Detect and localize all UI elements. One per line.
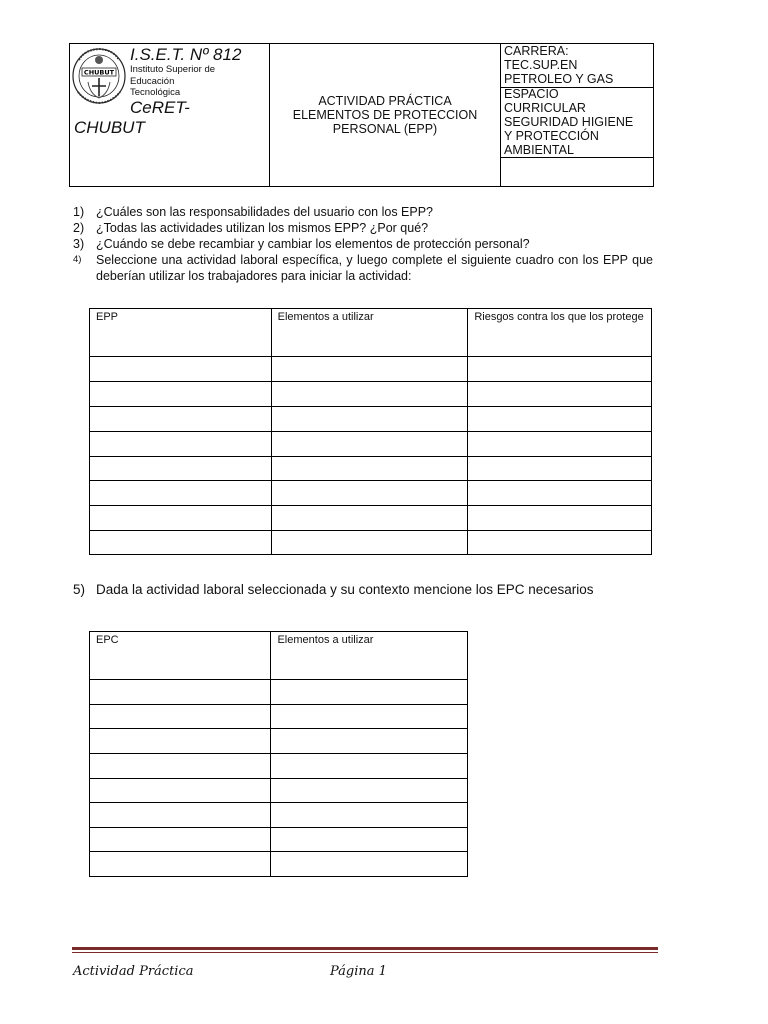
table-cell[interactable] [271, 432, 468, 457]
institution-subtitle-line: Instituto Superior de [130, 64, 216, 75]
table-cell[interactable] [90, 382, 272, 407]
epc-table [89, 631, 468, 877]
table-header-cell: EPP [90, 309, 272, 357]
table-cell[interactable] [90, 457, 272, 481]
table-row [90, 803, 468, 828]
activity-title [270, 94, 500, 136]
ceret-label: CeRET- [130, 98, 190, 117]
table-cell[interactable] [90, 705, 271, 729]
table-cell[interactable] [90, 803, 271, 828]
table-cell[interactable] [90, 779, 271, 803]
chubut-seal-logo [70, 46, 128, 106]
chubut-label: CHUBUT [74, 118, 145, 137]
espacio-line: SEGURIDAD HIGIENE [504, 115, 634, 129]
carrera-line: PETROLEO Y GAS [504, 72, 614, 86]
question-number: 2) [73, 221, 85, 235]
question-item [73, 252, 653, 284]
table-cell[interactable] [468, 457, 652, 481]
table-cell[interactable] [468, 357, 652, 382]
question-text: Dada la actividad laboral seleccionada y su contexto mencione los EPC necesarios [96, 582, 594, 597]
question-item [73, 204, 653, 220]
document-header [69, 43, 654, 187]
table-cell[interactable] [271, 705, 468, 729]
table-row [90, 357, 652, 382]
table-cell[interactable] [90, 432, 272, 457]
table-row [90, 432, 652, 457]
table-cell[interactable] [90, 680, 271, 705]
table-cell[interactable] [271, 531, 468, 555]
espacio-line: ESPACIO [504, 87, 559, 101]
table-cell[interactable] [271, 779, 468, 803]
table-cell[interactable] [468, 506, 652, 531]
question-item [73, 220, 653, 236]
institution-cell [70, 44, 270, 186]
table-cell[interactable] [468, 382, 652, 407]
table-row [90, 506, 652, 531]
table-row [90, 852, 468, 877]
table-header-row [90, 309, 652, 357]
table-cell[interactable] [271, 357, 468, 382]
footer-rule [72, 952, 658, 953]
table-cell[interactable] [90, 506, 272, 531]
espacio-line: AMBIENTAL [504, 143, 574, 157]
table-cell[interactable] [271, 382, 468, 407]
question-item [73, 582, 594, 597]
activity-title-line: ELEMENTOS DE PROTECCION [292, 108, 478, 122]
carrera-line: TEC.SUP.EN [504, 58, 578, 72]
question-text: ¿Cuáles son las responsabilidades del usuario con los EPP? [96, 205, 433, 219]
table-row [90, 382, 652, 407]
table-row [90, 531, 652, 555]
table-cell[interactable] [271, 407, 468, 432]
table-cell[interactable] [271, 680, 468, 705]
table-row [90, 457, 652, 481]
epp-table [89, 308, 652, 555]
table-cell[interactable] [90, 852, 271, 877]
question-text: ¿Cuándo se debe recambiar y cambiar los elementos de protección personal? [96, 237, 530, 251]
carrera-text [504, 44, 652, 86]
espacio-text [504, 87, 652, 157]
question-text: ¿Todas las actividades utilizan los mismos EPP? ¿Por qué? [96, 221, 429, 235]
espacio-line: CURRICULAR [504, 101, 586, 115]
table-cell[interactable] [90, 531, 272, 555]
table-cell[interactable] [271, 803, 468, 828]
carrera-line: CARRERA: [504, 44, 569, 58]
table-row [90, 779, 468, 803]
table-header-cell: Elementos a utilizar [271, 309, 468, 357]
table-cell[interactable] [90, 828, 271, 852]
table-header-cell: Elementos a utilizar [271, 632, 468, 680]
table-row [90, 481, 652, 506]
table-cell[interactable] [271, 481, 468, 506]
table-row [90, 680, 468, 705]
question-text: Seleccione una actividad laboral específica, y luego complete el siguiente cuadro con los EPP que deberían utilizar los trabajadores para iniciar la actividad: [96, 253, 653, 283]
question-number: 1) [73, 205, 85, 219]
course-info-cell [501, 44, 653, 186]
activity-title-cell [270, 44, 501, 186]
table-cell[interactable] [468, 531, 652, 555]
table-header-cell: Riesgos contra los que los protege [468, 309, 652, 357]
table-row [90, 407, 652, 432]
table-row [90, 754, 468, 779]
table-cell[interactable] [468, 432, 652, 457]
question-number: 5) [73, 582, 86, 597]
institution-subtitle-line: Educación [130, 75, 175, 87]
table-cell[interactable] [271, 828, 468, 852]
espacio-line: Y PROTECCIÓN [504, 129, 599, 143]
table-cell[interactable] [271, 729, 468, 754]
questions-list [73, 204, 653, 284]
institution-subtitle-line: Tecnológica [130, 87, 181, 98]
table-row [90, 828, 468, 852]
table-cell[interactable] [90, 754, 271, 779]
institution-title: I.S.E.T. Nº 812 [130, 45, 242, 64]
table-row [90, 729, 468, 754]
activity-title-line: ACTIVIDAD PRÁCTICA [318, 94, 452, 108]
footer-rule [72, 947, 658, 950]
table-header-cell: EPC [90, 632, 271, 680]
table-cell[interactable] [468, 407, 652, 432]
question-item [73, 236, 653, 252]
activity-title-line: PERSONAL (EPP) [332, 122, 438, 136]
table-cell[interactable] [90, 481, 272, 506]
table-cell[interactable] [271, 852, 468, 877]
table-cell[interactable] [468, 481, 652, 506]
question-number: 4) [73, 254, 82, 265]
table-cell[interactable] [90, 407, 272, 432]
footer-document-title: Actividad Práctica [73, 964, 194, 979]
table-cell[interactable] [90, 729, 271, 754]
table-cell[interactable] [271, 754, 468, 779]
question-number: 3) [73, 237, 85, 251]
table-header-row [90, 632, 468, 680]
table-cell[interactable] [90, 357, 272, 382]
table-row [90, 705, 468, 729]
logo-text: CHUBUT [83, 68, 115, 77]
table-cell[interactable] [271, 457, 468, 481]
divider [501, 157, 653, 158]
footer-page-number: Página 1 [330, 964, 387, 979]
table-cell[interactable] [271, 506, 468, 531]
institution-subtitle [130, 64, 240, 99]
